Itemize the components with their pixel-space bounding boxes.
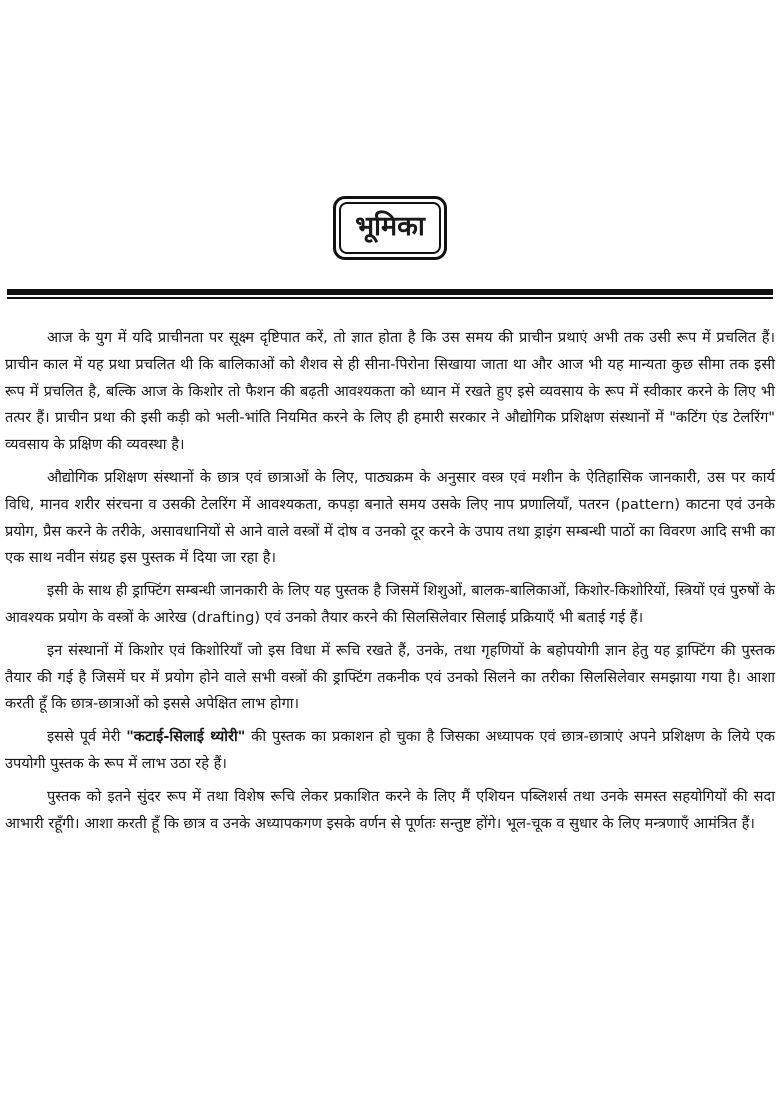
paragraph-4: [5, 638, 775, 718]
paragraph-2: [5, 465, 775, 572]
paragraph-3: [5, 578, 775, 632]
paragraph-text: इसी के साथ ही ड्राफ्टिंग सम्बन्धी जानकारी के लिए यह पुस्तक है जिसमें शिशुओं, बालक-बालिकाओं, किशोर-किशोरियों, स्त्रियों एवं पुरुषों के आवश्यक प्रयोग के वस्त्रों के आरेख (drafting) एवं उनको तैयार करने की सिलसिलेवार सिलाई प्रक्रियाएँ भी बताई गई हैं।: [5, 582, 776, 626]
paragraph-5: [5, 724, 775, 778]
heading-outer-border: [333, 196, 447, 260]
heading-frame: [0, 196, 780, 260]
preface-body: [5, 325, 775, 843]
paragraph-lead: इससे पूर्व मेरी: [47, 728, 127, 746]
paragraph-1: [5, 325, 775, 459]
paragraph-text: इन संस्थानों में किशोर एवं किशोरियाँ जो इस विधा में रूचि रखते हैं, उनके, तथा गृहणियों के बहोपयोगी ज्ञान हेतु यह ड्राफ्टिंग की पुस्तक तैयार की गई है जिसमें घर में प्रयोग होने वाले सभी वस्त्रों की ड्राफ्टिंग तकनीक एवं उनको सिलने का तरीका सिलसिलेवार समझाया गया है। आशा करती हूँ कि छात्र-छात्राओं को इससे अपेक्षित लाभ होगा।: [5, 641, 775, 713]
paragraph-text: पुस्तक को इतने सुंदर रूप में तथा विशेष रूचि लेकर प्रकाशित करने के लिए मैं एशियन पब्लिशर्स तथा उनके समस्त सहयोगियों की सदा आभारी रहूँगी। आशा करती हूँ कि छात्र व उनके अध्यापकगण इसके वर्णन से पूर्णतः सन्तुष्ट होंगे। भूल-चूक व सुधार के लिए मन्त्रणाएँ आमंत्रित हैं।: [5, 787, 775, 832]
header-rule-thick: [7, 289, 773, 295]
paragraph-6: [5, 784, 775, 838]
paragraph-text: की पुस्तक का प्रकाशन हो चुका है जिसका अध्यापक एवं छात्र-छात्राएं अपने प्रशिक्षण के लिये एक उपयोगी पुस्तक के रूप में लाभ उठा रहे हैं।: [5, 728, 776, 772]
header-rule-thin: [7, 297, 773, 299]
book-title-reference: "कटाई-सिलाई थ्योरी": [126, 728, 246, 746]
paragraph-text: औद्योगिक प्रशिक्षण संस्थानों के छात्र एवं छात्राओं के लिए, पाठ्यक्रम के अनुसार वस्त्र एवं मशीन के ऐतिहासिक जानकारी, उस पर कार्य विधि, मानव शरीर संरचना व उसकी टेलरिंग में आवश्यकता, कपड़ा बनाते समय उसके लिए नाप प्रणालियाँ, पतरन (pattern) काटना एवं उनके प्रयोग, प्रैस करने के तरीके, असावधानियों से आने वाले वस्त्रों में दोष व उनको दूर करने के उपाय तथा ड्राइंग सम्बन्धी पाठों का विवरण आदि सभी का एक साथ नवीन संग्रह इस पुस्तक में दिया जा रहा है।: [5, 468, 775, 567]
paragraph-text: आज के युग में यदि प्राचीनता पर सूक्ष्म दृष्टिपात करें, तो ज्ञात होता है कि उस समय की प्राचीन प्रथाएं अभी तक उसी रूप में प्रचलित हैं। प्राचीन काल में यह प्रथा प्रचलित थी कि बालिकाओं को शैशव से ही सीना-पिरोना सिखाया जाता था और आज भी यह मान्यता कुछ सीमा तक इसी रूप में प्रचलित है, बल्कि आज के किशोर तो फैशन की बढ़ती आवश्यकता को ध्यान में रखते हुए इसे व्यवसाय के रूप में स्वीकार करने के लिए भी तत्पर हैं। प्राचीन प्रथा की इसी कड़ी को भली-भांति नियमित करने के लिए ही हमारी सरकार ने औद्योगिक प्रशिक्षण संस्थानों में "कटिंग एंड टेलरिंग" व्यवसाय के प्रक्षिण की व्यवस्था है।: [5, 329, 775, 454]
page-title: भूमिका: [339, 202, 441, 254]
